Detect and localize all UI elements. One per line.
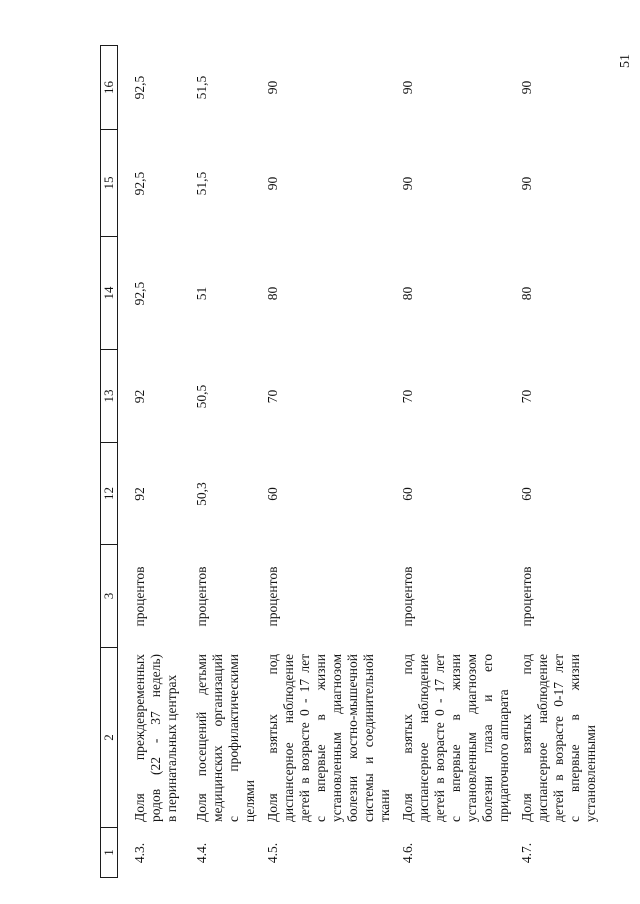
indicator-line: родов (22 - 37 недель) [148, 654, 163, 822]
value-col-15: 51,5 [194, 171, 209, 196]
indicator-line: в перинатальных центрах [164, 674, 179, 822]
indicator-line: детей в возрасте 0 - 17 лет [432, 654, 447, 822]
indicator-line: целями [242, 780, 257, 822]
indicator-line: Доля посещений детьми [194, 654, 209, 822]
row-number: 4.3. [132, 842, 147, 864]
value-col-16: 90 [519, 80, 534, 95]
row-number: 4.6. [400, 842, 415, 864]
indicator-line: установленными [583, 725, 598, 822]
indicators-table [100, 45, 602, 878]
indicator-line: детей в возрасте 0-17 лет [551, 654, 566, 822]
value-col-12: 92 [132, 487, 147, 501]
column-header-14: 14 [101, 237, 117, 350]
row-number: 4.7. [519, 842, 534, 864]
indicator-line: с впервые в жизни [567, 654, 582, 822]
row-number: 4.4. [194, 842, 209, 864]
table-row [515, 45, 602, 878]
column-header-16: 16 [101, 45, 117, 130]
indicator-line: диспансерное наблюдение [535, 654, 550, 822]
indicator-line: медицинских организаций [210, 654, 225, 822]
table-body [128, 45, 602, 878]
unit-cell: процентов [194, 566, 209, 627]
indicator-line: установленным диагнозом [464, 654, 479, 822]
value-col-12: 50,3 [194, 482, 209, 506]
indicator-line: системы и соединительной [361, 654, 376, 822]
value-col-14: 51 [194, 286, 209, 301]
value-col-14: 80 [519, 286, 534, 301]
column-header-2: 2 [101, 648, 117, 828]
value-col-16: 90 [400, 80, 415, 95]
value-col-13: 50,5 [194, 384, 209, 409]
value-col-12: 60 [265, 487, 280, 501]
indicator-line: придаточного аппарата [496, 689, 511, 822]
value-col-13: 70 [519, 389, 534, 404]
table-row [396, 45, 515, 878]
unit-cell: процентов [265, 566, 280, 627]
column-header-13: 13 [101, 350, 117, 443]
value-col-15: 90 [519, 176, 534, 191]
column-header-3: 3 [101, 545, 117, 648]
indicator-line: Доля преждевременных [132, 654, 147, 822]
indicator-name [265, 648, 393, 828]
value-col-14: 92,5 [132, 281, 147, 306]
value-col-13: 70 [400, 389, 415, 404]
value-col-16: 51,5 [194, 75, 209, 100]
row-number: 4.5. [265, 842, 280, 864]
table-row [128, 45, 190, 878]
column-header-1: 1 [101, 828, 117, 878]
value-col-15: 92,5 [132, 171, 147, 196]
value-col-13: 70 [265, 389, 280, 404]
indicator-line: с впервые в жизни [448, 654, 463, 822]
indicator-name [400, 648, 512, 828]
column-header-15: 15 [101, 130, 117, 237]
indicator-line: установленным диагнозом [329, 654, 344, 822]
value-col-15: 90 [265, 176, 280, 191]
indicator-line: ткани [377, 789, 392, 822]
indicator-line: болезни глаза и его [480, 654, 495, 822]
unit-cell: процентов [519, 566, 534, 627]
value-col-12: 60 [400, 487, 415, 501]
indicator-line: Доля взятых под [265, 654, 280, 822]
indicator-line: Доля взятых под [400, 654, 415, 822]
table-row [190, 45, 261, 878]
indicator-line: диспансерное наблюдение [416, 654, 431, 822]
unit-cell: процентов [400, 566, 415, 627]
indicator-name [194, 648, 258, 828]
value-col-14: 80 [265, 286, 280, 301]
unit-cell: процентов [132, 566, 147, 627]
table-row [261, 45, 396, 878]
column-header-12: 12 [101, 443, 117, 545]
table-header-row [100, 45, 118, 878]
indicator-line: болезни костно-мышечной [345, 654, 360, 822]
value-col-15: 90 [400, 176, 415, 191]
indicator-line: Доля взятых под [519, 654, 534, 822]
value-col-12: 60 [519, 487, 534, 501]
indicator-name [132, 648, 180, 828]
value-col-16: 90 [265, 80, 280, 95]
indicator-line: детей в возрасте 0 - 17 лет [297, 654, 312, 822]
indicator-line: с профилактическими [226, 654, 241, 822]
page-number: 51 [618, 54, 633, 68]
indicator-name [519, 648, 599, 828]
indicator-line: с впервые в жизни [313, 654, 328, 822]
value-col-13: 92 [132, 389, 147, 404]
indicator-line: диспансерное наблюдение [281, 654, 296, 822]
value-col-16: 92,5 [132, 75, 147, 100]
value-col-14: 80 [400, 286, 415, 301]
